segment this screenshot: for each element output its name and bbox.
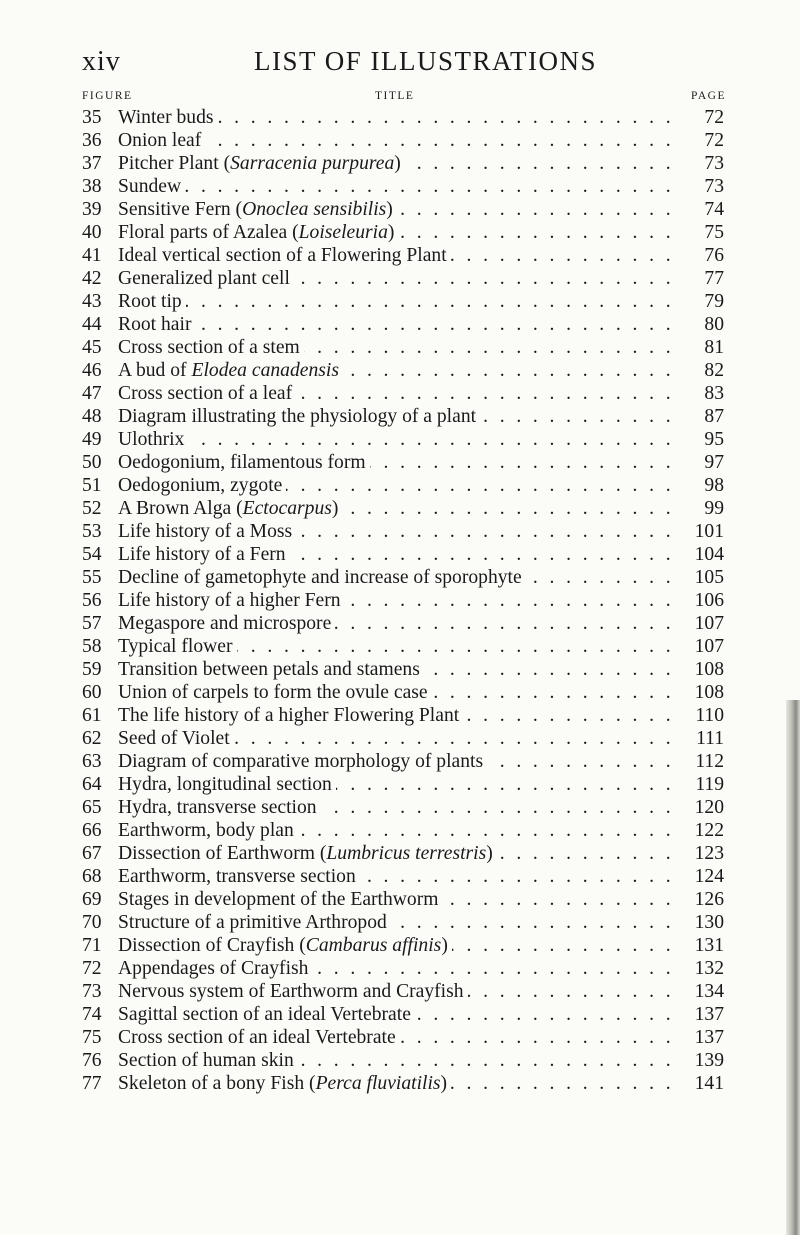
figure-number: 68 [82,866,102,887]
figure-number: 49 [82,429,102,450]
page-edge-shadow [786,700,800,1235]
figure-title [118,267,676,290]
figure-title [118,796,676,819]
page-reference: 82 [704,360,724,381]
page-reference: 111 [696,728,724,749]
figure-title-text: Union of carpels to form the ovule case [118,682,432,703]
column-heading-page: PAGE [691,90,726,102]
list-item [82,405,722,428]
figure-title-text: Hydra, longitudinal section [118,774,336,795]
figure-title [118,244,676,267]
figure-title-text: Cross section of an ideal Vertebrate [118,1027,400,1048]
figure-title-text: Dissection of Earthworm (Lumbricus terrestris) [118,843,497,864]
page-reference: 110 [695,705,724,726]
figure-title-text: Diagram of comparative morphology of plants [118,751,487,772]
figure-title [118,198,676,221]
figure-number: 47 [82,383,102,404]
column-heading-title: TITLE [375,90,415,102]
list-item [82,267,722,290]
figure-title [118,934,676,957]
figure-title [118,727,676,750]
figure-title [118,152,676,175]
list-item [82,543,722,566]
column-headings [82,90,726,106]
page-reference: 98 [704,475,724,496]
list-item [82,681,722,704]
figure-title-text: Root hair [118,314,195,335]
page-reference: 141 [694,1073,724,1094]
list-item [82,612,722,635]
figure-title-text: Stages in development of the Earthworm [118,889,443,910]
figure-number: 67 [82,843,102,864]
page-reference: 73 [704,176,724,197]
page-reference: 108 [694,659,724,680]
list-item [82,129,722,152]
figure-number: 45 [82,337,102,358]
page-reference: 104 [694,544,724,565]
figure-title-text: Ideal vertical section of a Flowering Plant [118,245,451,266]
figure-title [118,865,676,888]
page-reference: 134 [694,981,724,1002]
figure-number: 48 [82,406,102,427]
list-item [82,911,722,934]
running-title: LIST OF ILLUSTRATIONS [254,46,598,76]
figure-title-text: Root tip [118,291,186,312]
figure-title [118,382,676,405]
page-reference: 126 [694,889,724,910]
list-item [82,773,722,796]
figure-title [118,1026,676,1049]
figure-number: 71 [82,935,102,956]
figure-title [118,1049,676,1072]
figure-title [118,750,676,773]
figure-title-text: Earthworm, transverse section [118,866,360,887]
figure-title-text: Hydra, transverse section [118,797,321,818]
page-reference: 120 [694,797,724,818]
list-item [82,221,722,244]
figure-title-text: Section of human skin [118,1050,298,1071]
figure-number: 63 [82,751,102,772]
page-reference: 75 [704,222,724,243]
page-reference: 73 [704,153,724,174]
list-item [82,175,722,198]
illustration-list [82,106,722,1095]
list-item [82,980,722,1003]
list-item [82,727,722,750]
figure-title [118,129,676,152]
page-number: xiv [82,46,121,77]
page-reference: 112 [695,751,724,772]
figure-number: 62 [82,728,102,749]
figure-title [118,520,676,543]
figure-title-text: Sundew [118,176,185,197]
figure-number: 40 [82,222,102,243]
list-item [82,1026,722,1049]
figure-number: 58 [82,636,102,657]
figure-title-text: Oedogonium, filamentous form [118,452,370,473]
figure-title [118,175,676,198]
figure-title-text: Dissection of Crayfish (Cambarus affinis) [118,935,452,956]
figure-number: 43 [82,291,102,312]
page-reference: 132 [694,958,724,979]
list-item [82,359,722,382]
figure-title-text: Typical flower [118,636,237,657]
figure-title [118,911,676,934]
figure-title [118,681,676,704]
list-item [82,336,722,359]
page-reference: 81 [704,337,724,358]
figure-title-text: Diagram illustrating the physiology of a plant [118,406,480,427]
page-reference: 131 [694,935,724,956]
figure-title-text: The life history of a higher Flowering Plant [118,705,463,726]
figure-title [118,612,676,635]
list-item [82,152,722,175]
page-reference: 72 [704,130,724,151]
figure-title-text: Winter buds [118,107,218,128]
figure-title-text: Appendages of Crayfish [118,958,312,979]
figure-title-text: Onion leaf [118,130,205,151]
figure-title [118,405,676,428]
figure-title-text: Structure of a primitive Arthropod [118,912,391,933]
figure-title [118,635,676,658]
list-item [82,819,722,842]
page-reference: 137 [694,1004,724,1025]
figure-title-text: Transition between petals and stamens [118,659,424,680]
page-reference: 76 [704,245,724,266]
list-item [82,520,722,543]
figure-number: 66 [82,820,102,841]
figure-title-text: Earthworm, body plan [118,820,298,841]
figure-title-text: Ulothrix [118,429,188,450]
figure-number: 52 [82,498,102,519]
figure-title [118,888,676,911]
figure-number: 53 [82,521,102,542]
figure-title [118,336,676,359]
figure-number: 69 [82,889,102,910]
page-reference: 130 [694,912,724,933]
page-reference: 119 [695,774,724,795]
figure-number: 39 [82,199,102,220]
figure-title [118,819,676,842]
figure-number: 75 [82,1027,102,1048]
figure-number: 55 [82,567,102,588]
list-item [82,474,722,497]
list-item [82,842,722,865]
page-reference: 97 [704,452,724,473]
figure-number: 76 [82,1050,102,1071]
page-reference: 124 [694,866,724,887]
page-reference: 74 [704,199,724,220]
list-item [82,1049,722,1072]
list-item [82,244,722,267]
list-item [82,1003,722,1026]
figure-title-text: A bud of Elodea canadensis [118,360,343,381]
list-item [82,934,722,957]
figure-title [118,773,676,796]
figure-number: 56 [82,590,102,611]
figure-number: 44 [82,314,102,335]
figure-number: 46 [82,360,102,381]
figure-number: 64 [82,774,102,795]
figure-number: 73 [82,981,102,1002]
list-item [82,750,722,773]
list-item [82,566,722,589]
figure-number: 54 [82,544,102,565]
page-reference: 106 [694,590,724,611]
list-item [82,635,722,658]
page-reference: 99 [704,498,724,519]
figure-number: 70 [82,912,102,933]
figure-title [118,497,676,520]
figure-number: 36 [82,130,102,151]
page-reference: 107 [694,636,724,657]
figure-title [118,221,676,244]
figure-title-text: Pitcher Plant (Sarracenia purpurea) [118,153,405,174]
figure-number: 72 [82,958,102,979]
page-reference: 122 [694,820,724,841]
figure-title-text: Floral parts of Azalea (Loiseleuria) [118,222,398,243]
list-item [82,957,722,980]
list-item [82,865,722,888]
list-item [82,382,722,405]
figure-number: 35 [82,107,102,128]
figure-title [118,474,676,497]
figure-title-text: Life history of a Fern [118,544,290,565]
figure-title-text: Cross section of a stem [118,337,304,358]
figure-title [118,658,676,681]
page-reference: 123 [694,843,724,864]
figure-title-text: Oedogonium, zygote [118,475,286,496]
figure-title-text: A Brown Alga (Ectocarpus) [118,498,342,519]
list-item [82,198,722,221]
figure-title-text: Seed of Violet [118,728,234,749]
list-item [82,589,722,612]
page-header [82,44,722,80]
figure-title [118,957,676,980]
figure-title [118,842,676,865]
figure-title [118,106,676,129]
column-heading-figure: FIGURE [82,90,133,102]
figure-number: 50 [82,452,102,473]
page-reference: 95 [704,429,724,450]
list-item [82,1072,722,1095]
figure-title [118,589,676,612]
list-item [82,796,722,819]
list-item [82,106,722,129]
list-item [82,451,722,474]
page-reference: 77 [704,268,724,289]
page-reference: 83 [704,383,724,404]
figure-number: 61 [82,705,102,726]
figure-title-text: Life history of a Moss [118,521,296,542]
list-item [82,428,722,451]
figure-number: 65 [82,797,102,818]
figure-number: 51 [82,475,102,496]
figure-title [118,313,676,336]
page-reference: 137 [694,1027,724,1048]
page-reference: 108 [694,682,724,703]
figure-number: 77 [82,1073,102,1094]
figure-number: 74 [82,1004,102,1025]
list-item [82,290,722,313]
figure-title-text: Life history of a higher Fern [118,590,345,611]
figure-number: 59 [82,659,102,680]
figure-number: 41 [82,245,102,266]
figure-number: 42 [82,268,102,289]
figure-title-text: Skeleton of a bony Fish (Perca fluviatilis) [118,1073,451,1094]
figure-title [118,290,676,313]
page-reference: 101 [694,521,724,542]
figure-number: 38 [82,176,102,197]
figure-title-text: Nervous system of Earthworm and Crayfish [118,981,468,1002]
figure-title [118,980,676,1003]
list-item [82,658,722,681]
figure-title [118,566,676,589]
figure-title-text: Sagittal section of an ideal Vertebrate [118,1004,415,1025]
figure-title-text: Generalized plant cell [118,268,294,289]
figure-number: 60 [82,682,102,703]
list-item [82,888,722,911]
figure-title-text: Cross section of a leaf [118,383,296,404]
list-item [82,497,722,520]
figure-title [118,451,676,474]
figure-title [118,1072,676,1095]
list-item [82,704,722,727]
figure-title [118,1003,676,1026]
page-reference: 72 [704,107,724,128]
list-item [82,313,722,336]
page-reference: 87 [704,406,724,427]
figure-title [118,543,676,566]
page-reference: 80 [704,314,724,335]
figure-title [118,428,676,451]
page-reference: 79 [704,291,724,312]
figure-number: 57 [82,613,102,634]
page-reference: 139 [694,1050,724,1071]
page-reference: 107 [694,613,724,634]
figure-title-text: Decline of gametophyte and increase of sporophyte [118,567,526,588]
figure-number: 37 [82,153,102,174]
figure-title-text: Megaspore and microspore [118,613,335,634]
figure-title-text: Sensitive Fern (Onoclea sensibilis) [118,199,397,220]
figure-title [118,704,676,727]
figure-title [118,359,676,382]
page-reference: 105 [694,567,724,588]
